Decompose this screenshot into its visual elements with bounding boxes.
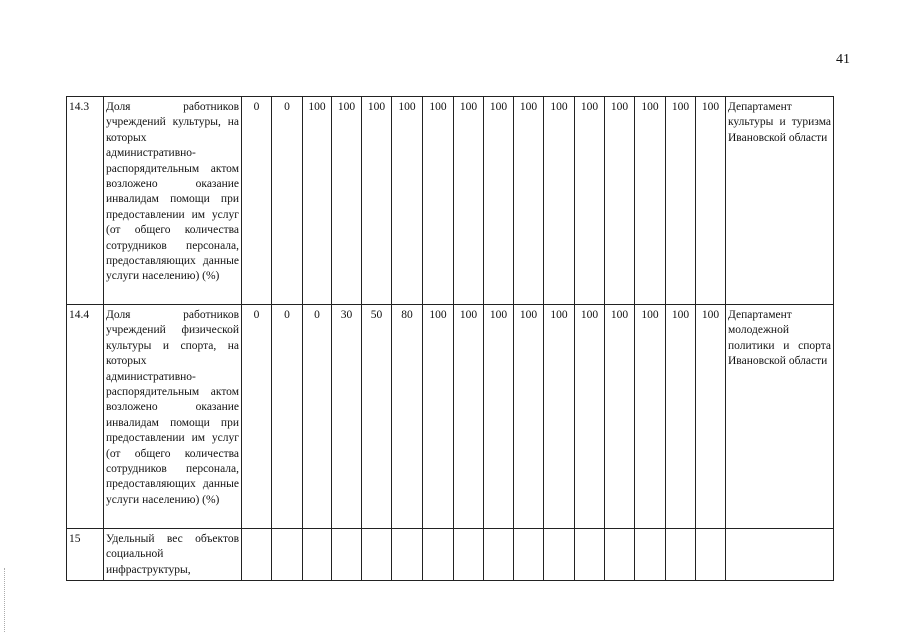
indicators-table xyxy=(66,96,834,581)
indicator-value xyxy=(484,529,514,581)
row-number: 15 xyxy=(67,529,104,581)
responsible-department: Департамент культуры и туризма Ивановской области xyxy=(726,97,834,305)
indicator-value: 100 xyxy=(544,97,575,305)
indicator-value: 80 xyxy=(392,305,423,529)
indicator-value xyxy=(423,529,454,581)
indicator-value xyxy=(635,529,666,581)
table-row xyxy=(67,305,834,529)
table-row xyxy=(67,529,834,581)
indicator-value: 0 xyxy=(242,305,272,529)
indicator-value: 0 xyxy=(272,97,303,305)
indicator-value: 0 xyxy=(242,97,272,305)
indicator-value: 100 xyxy=(635,97,666,305)
indicator-value xyxy=(454,529,484,581)
indicator-value: 100 xyxy=(696,97,726,305)
indicator-value xyxy=(272,529,303,581)
indicator-value: 100 xyxy=(575,305,605,529)
indicator-value: 100 xyxy=(423,305,454,529)
indicator-value: 30 xyxy=(332,305,362,529)
responsible-department: Департамент молодежной политики и спорта Ивановской области xyxy=(726,305,834,529)
indicator-value: 100 xyxy=(454,97,484,305)
indicator-value: 100 xyxy=(666,97,696,305)
indicator-value xyxy=(392,529,423,581)
indicator-value xyxy=(303,529,332,581)
indicator-value xyxy=(332,529,362,581)
page-number: 41 xyxy=(836,52,850,67)
indicator-description: Доля работников учреждений физической культуры и спорта, на которых административно-распорядительным актом возложено оказание инвалидам помощи при предоставлении им услуг (от общего количества сотрудников персонала, предоставляющих данные услуги населению) (%) xyxy=(104,305,242,529)
indicator-value: 100 xyxy=(332,97,362,305)
indicator-value: 100 xyxy=(605,97,635,305)
row-number: 14.4 xyxy=(67,305,104,529)
indicator-value xyxy=(544,529,575,581)
indicator-value: 50 xyxy=(362,305,392,529)
indicator-value: 100 xyxy=(544,305,575,529)
indicator-value: 100 xyxy=(666,305,696,529)
indicator-value: 100 xyxy=(696,305,726,529)
indicator-description: Удельный вес объектов социальной инфраструктуры, xyxy=(104,529,242,581)
indicator-value xyxy=(242,529,272,581)
indicator-value xyxy=(362,529,392,581)
responsible-department xyxy=(726,529,834,581)
indicator-value: 100 xyxy=(423,97,454,305)
indicator-value xyxy=(666,529,696,581)
indicator-value: 100 xyxy=(484,97,514,305)
table-row xyxy=(67,97,834,305)
indicator-value: 100 xyxy=(605,305,635,529)
indicator-value: 100 xyxy=(514,97,544,305)
indicator-value xyxy=(605,529,635,581)
indicator-value: 100 xyxy=(635,305,666,529)
indicator-value: 100 xyxy=(362,97,392,305)
indicator-value: 100 xyxy=(454,305,484,529)
indicator-value: 100 xyxy=(575,97,605,305)
indicator-value: 100 xyxy=(392,97,423,305)
indicator-value: 100 xyxy=(303,97,332,305)
indicator-value: 0 xyxy=(272,305,303,529)
indicator-description: Доля работников учреждений культуры, на которых административно-распорядительным актом возложено оказание инвалидам помощи при предоставлении им услуг (от общего количества сотрудников персонала, предоставляющих данные услуги населению) (%) xyxy=(104,97,242,305)
scan-margin-marks xyxy=(4,568,6,632)
indicator-value: 100 xyxy=(484,305,514,529)
row-number: 14.3 xyxy=(67,97,104,305)
indicator-value xyxy=(575,529,605,581)
indicator-value xyxy=(696,529,726,581)
indicator-value: 0 xyxy=(303,305,332,529)
indicator-value xyxy=(514,529,544,581)
indicator-value: 100 xyxy=(514,305,544,529)
